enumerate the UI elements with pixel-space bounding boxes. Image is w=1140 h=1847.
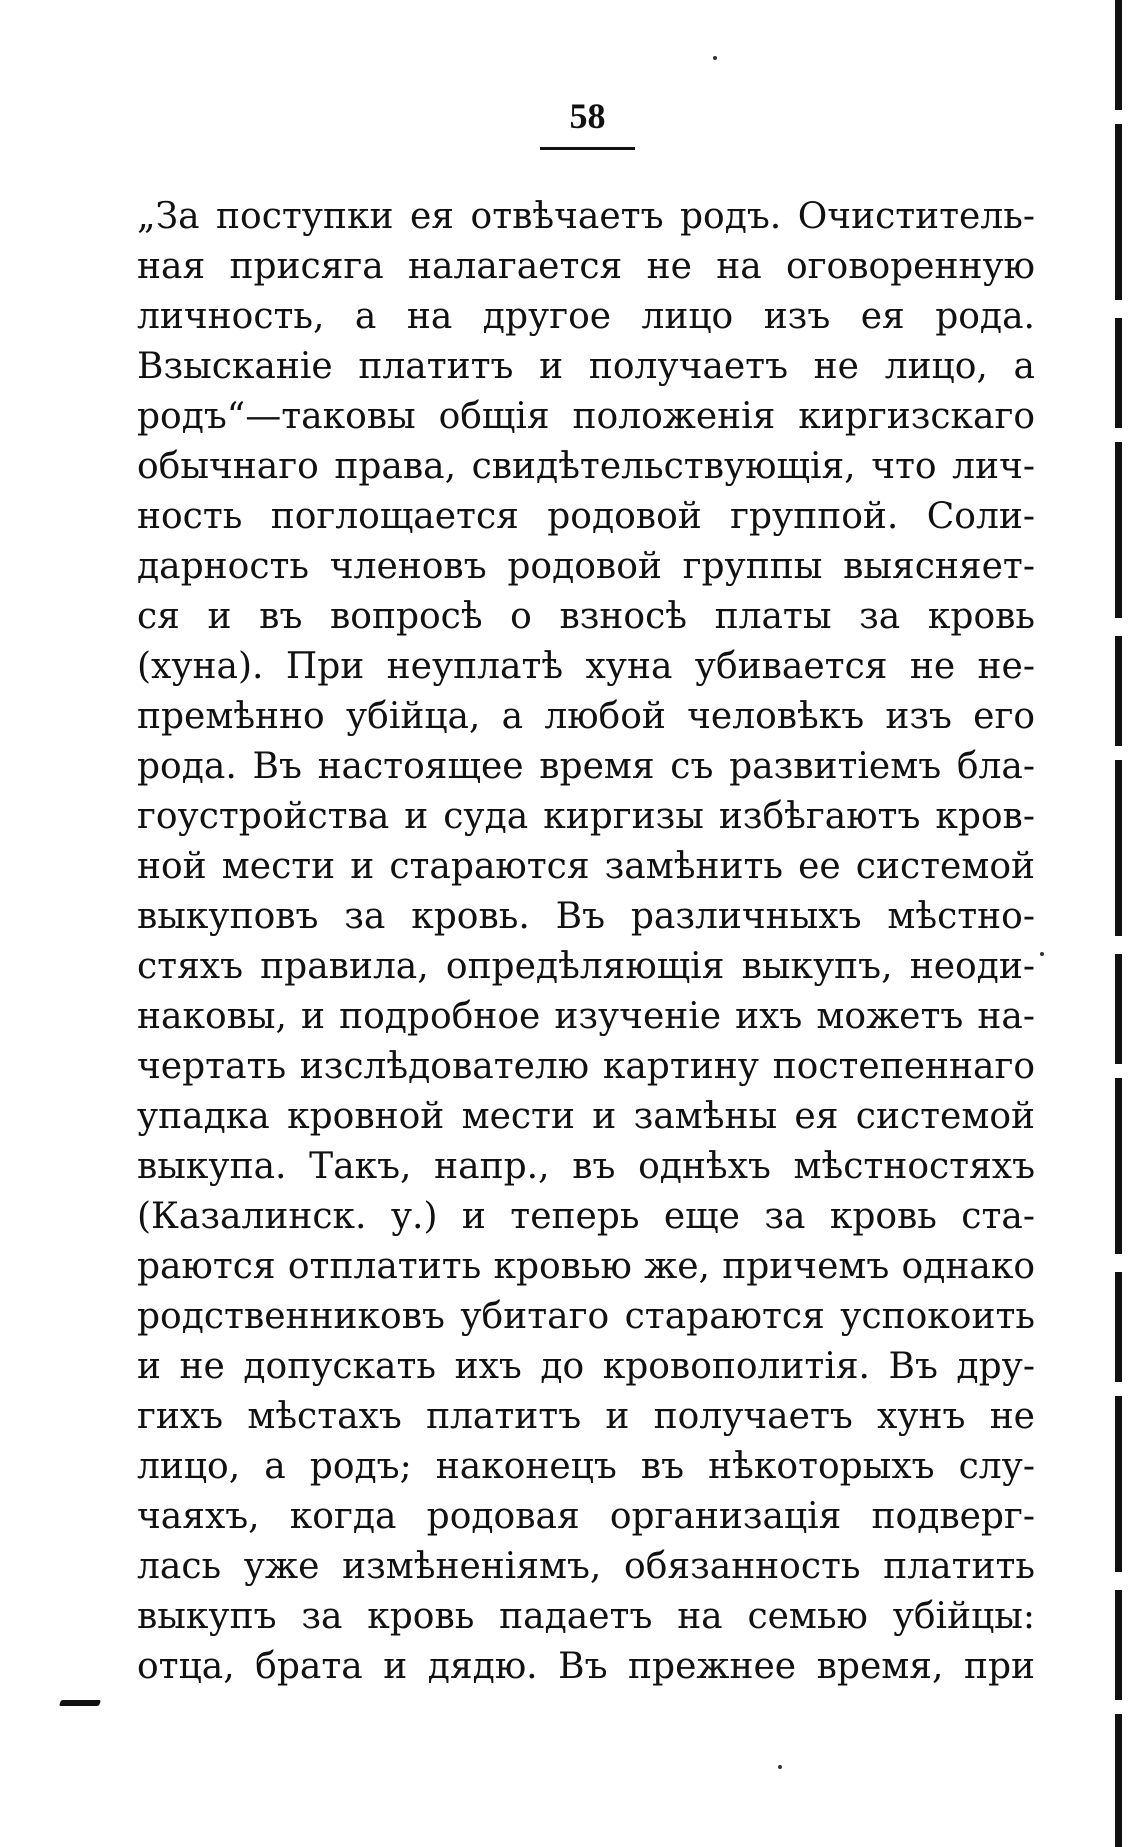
- scan-speck: [778, 1765, 782, 1769]
- text-line: (хуна). При неуплатѣ хуна убивается не не-: [137, 646, 1035, 687]
- text-line: премѣнно убійца, а любой человѣкъ изъ его: [137, 696, 1035, 737]
- text-line: выкупъ за кровь падаетъ на семью убійцы:: [137, 1596, 1035, 1637]
- text-line: чаяхъ, когда родовая организація подверг-: [137, 1496, 1035, 1537]
- body-text: [137, 192, 1035, 1692]
- text-line: и не допускать ихъ до кровополитія. Въ дру-: [137, 1346, 1035, 1387]
- text-line: (Казалинск. у.) и теперь еще за кровь ста-: [137, 1196, 1035, 1237]
- text-line: личность, а на другое лицо изъ ея рода.: [137, 296, 1035, 337]
- text-line: гоустройства и суда киргизы избѣгаютъ кров-: [137, 796, 1035, 837]
- text-line: раются отплатить кровью же, причемъ однако: [137, 1246, 1035, 1287]
- text-line: лась уже измѣненіямъ, обязанность платить: [137, 1546, 1035, 1587]
- binding-edge: [1115, 0, 1122, 1847]
- text-line: дарность членовъ родовой группы выясняет-: [137, 546, 1035, 587]
- text-line: родственниковъ убитаго стараются успокоить: [137, 1296, 1035, 1337]
- text-line: гихъ мѣстахъ платитъ и получаетъ хунъ не: [137, 1396, 1035, 1437]
- text-line: выкупа. Такъ, напр., въ однѣхъ мѣстностяхъ: [137, 1146, 1035, 1187]
- scan-speck: [1040, 952, 1044, 956]
- text-line: стяхъ правила, опредѣляющія выкупъ, неоди-: [137, 946, 1035, 987]
- page-number-rule: [540, 147, 635, 150]
- text-line: обычнаго права, свидѣтельствующія, что лич-: [137, 446, 1035, 487]
- text-line: лицо, а родъ; наконецъ въ нѣкоторыхъ слу-: [137, 1446, 1035, 1487]
- text-line: родъ“—таковы общія положенія киргизскаго: [137, 396, 1035, 437]
- text-line: выкуповъ за кровь. Въ различныхъ мѣстно-: [137, 896, 1035, 937]
- margin-dash: [59, 1700, 101, 1706]
- text-line: рода. Въ настоящее время съ развитіемъ бла-: [137, 746, 1035, 787]
- text-line: ная присяга налагается не на оговоренную: [137, 246, 1035, 287]
- text-line: отца, брата и дядю. Въ прежнее время, при: [137, 1646, 1035, 1687]
- text-line: чертать изслѣдователю картину постепеннаго: [137, 1046, 1035, 1087]
- text-line: „За поступки ея отвѣчаетъ родъ. Очиститель-: [137, 196, 1035, 237]
- text-line: упадка кровной мести и замѣны ея системой: [137, 1096, 1035, 1137]
- text-line: ность поглощается родовой группой. Соли-: [137, 496, 1035, 537]
- text-line: ся и въ вопросѣ о взносѣ платы за кровь: [137, 596, 1035, 637]
- page-number: 58: [569, 96, 606, 136]
- text-line: наковы, и подробное изученіе ихъ можетъ на-: [137, 996, 1035, 1037]
- text-line: Взысканіе платитъ и получаетъ не лицо, а: [137, 346, 1035, 387]
- scan-speck: [713, 56, 717, 60]
- text-line: ной мести и стараются замѣнить ее системой: [137, 846, 1035, 887]
